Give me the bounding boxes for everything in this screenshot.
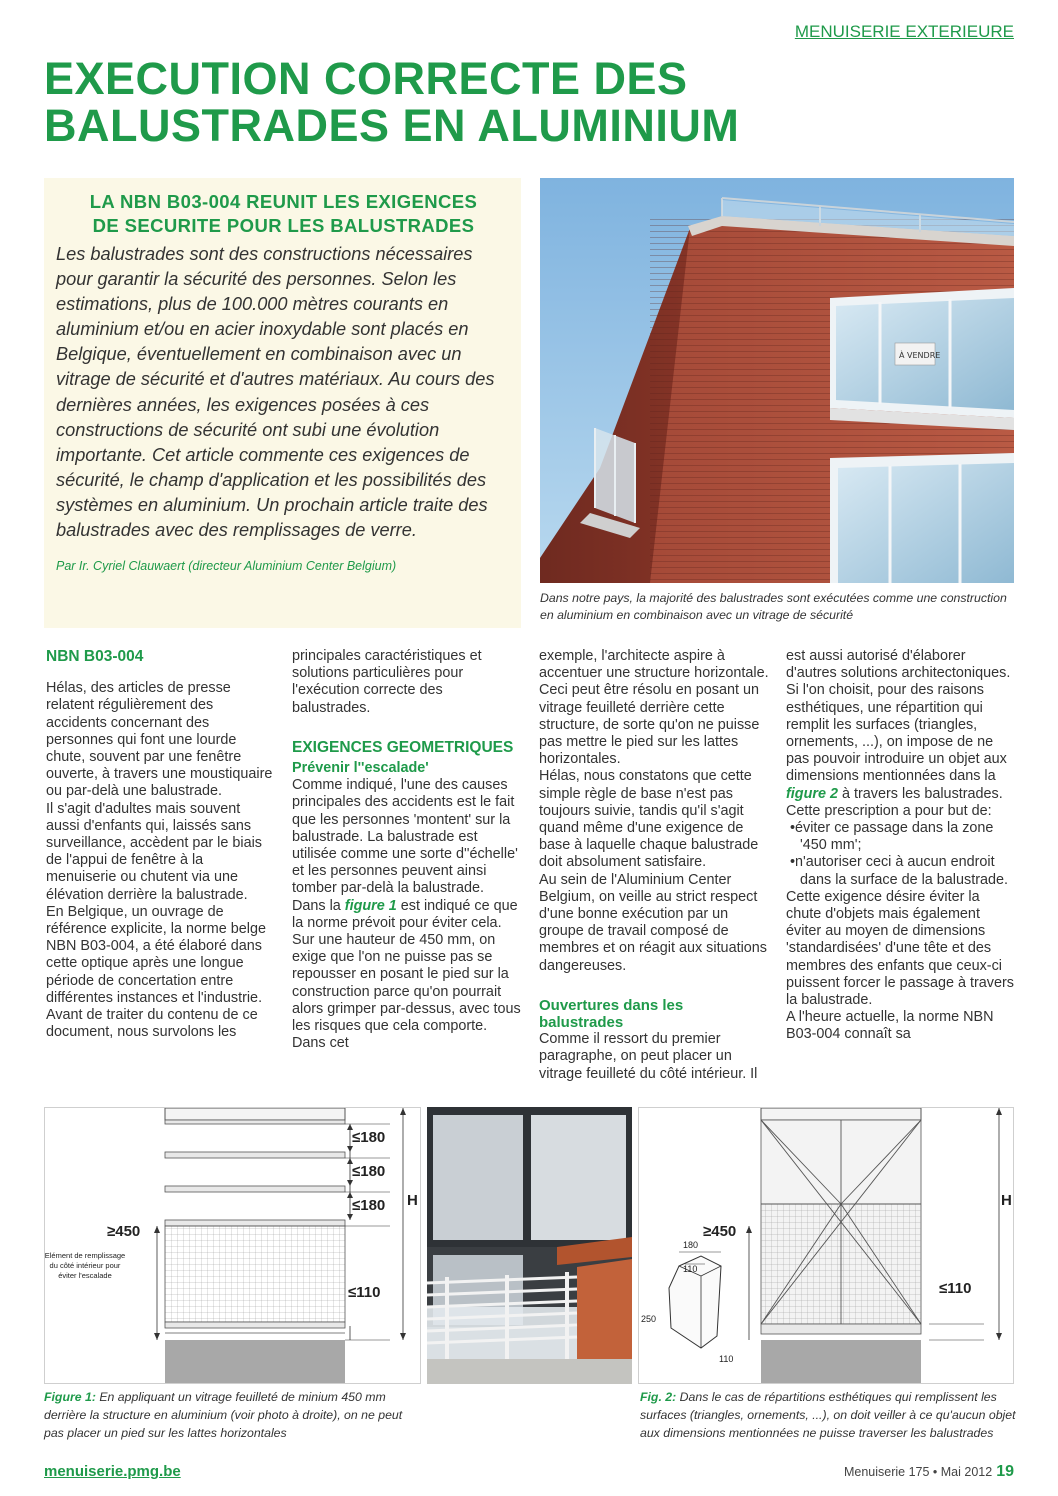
footer-issue <box>844 1463 1014 1481</box>
article-column-1 <box>46 648 276 1041</box>
figure-1-caption-label: Figure 1: <box>44 1390 96 1404</box>
col4-paragraph-4: A l'heure actuelle, la norme NBN B03-004 connaît sa <box>786 1009 994 1043</box>
dim-h: H <box>407 1192 418 1209</box>
sign-text: À VENDRE <box>899 351 941 360</box>
building-photo-illustration <box>540 178 1014 583</box>
fig2-dim-110: ≤110 <box>939 1280 972 1297</box>
col1-paragraph-3: En Belgique, un ouvrage de référence explicite, la norme belge NBN B03-004, a été élaboré dans cette optique après une longue période de concertation entre différentes instances et l'industrie. <box>46 903 266 1006</box>
page-number: 19 <box>996 1463 1014 1480</box>
figure-1-reference: figure 1 <box>344 897 397 914</box>
dim-450: ≥450 <box>107 1223 141 1240</box>
article-column-4 <box>786 648 1016 1044</box>
obj-dim-180: 180 <box>683 1240 699 1250</box>
dim-180-1: ≤180 <box>352 1129 386 1146</box>
article-column-2 <box>292 648 522 1052</box>
intro-box <box>44 178 521 628</box>
col4-paragraph-1b: à travers les balustrades. <box>837 785 1003 802</box>
footer-website-link[interactable]: menuiserie.pmg.be <box>44 1463 181 1480</box>
heading-exigences: EXIGENCES GEOMETRIQUES <box>292 738 514 756</box>
col3-paragraph-1: exemple, l'architecte aspire à accentuer une structure horizontale. Ceci peut être résolu en posant un vitrage feuilleté derrière cette structure, de sorte qu'on ne puisse pas mettre le pied sur les lattes horizontales. <box>539 648 769 768</box>
title-line-2: BALUSTRADES EN ALUMINIUM <box>44 100 740 151</box>
col2-paragraph-3b: est indiqué ce que la norme prévoit pour éviter cela. Sur une hauteur de 450 mm, on exige que l'on ne puisse pas se repousser en posant le pied sur la construction parce qu'on pourrait alors grimper par-dessus, avec tous les risques que cela comporte. Dans cet <box>292 897 521 1052</box>
figure-2-caption-text: Dans le cas de répartitions esthétiques qui remplissent les surfaces (triangles, ornements, ...), on doit veiller à ce qu'aucun objet aux dimensions mentionnées ne puisse traverser les balustrades <box>640 1390 1016 1440</box>
article-column-3 <box>539 648 771 1083</box>
note-line-2: du côté intérieur pour <box>49 1261 121 1270</box>
intro-author: Par Ir. Cyriel Clauwaert (directeur Aluminium Center Belgium) <box>56 559 397 574</box>
note-line-3: éviter l'escalade <box>58 1271 112 1280</box>
col2-paragraph-2: Comme indiqué, l'une des causes principales des accidents est le fait que les personnes 'montent' sur la balustrade. La balustrade est utilisée comme une sorte d''échelle' et les personnes peuvent ainsi tomber par-delà la balustrade. <box>292 777 518 897</box>
col2-paragraph-1: principales caractéristiques et solutions particulières pour l'exécution correcte des balustrades. <box>292 648 482 716</box>
obj-dim-110-top: 110 <box>683 1264 698 1274</box>
section-tag: MENUISERIE EXTERIEURE <box>794 22 1014 41</box>
figure-1-caption <box>44 1388 424 1442</box>
col4-paragraph-1a: est aussi autorisé d'élaborer d'autres solutions architectoniques. Si l'on choisit, pour des raisons esthétiques, une répartition qui remplit les surfaces (triangles, ornements, ...), on impose de ne pas pouvoir introduire un objet aux dimensions mentionnées dans la <box>786 648 1011 785</box>
dim-180-3: ≤180 <box>352 1197 386 1214</box>
fig2-dim-h: H <box>1001 1192 1012 1209</box>
railing-photo <box>427 1107 632 1384</box>
intro-heading-line-2: DE SECURITE POUR LES BALUSTRADES <box>92 215 475 236</box>
intro-heading <box>56 190 511 238</box>
railing-photo-illustration <box>427 1107 632 1384</box>
subheading-escalade: Prévenir l''escalade' <box>292 760 429 777</box>
col4-bullet-2: •n'autoriser ceci à aucun endroit dans la surface de la balustrade. <box>790 854 1008 888</box>
building-photo <box>540 178 1014 583</box>
photo-caption: Dans notre pays, la majorité des balustrades sont exécutées comme une construction en aluminium en combinaison avec un vitrage de sécurité <box>540 591 1007 622</box>
col4-bullet-1: •éviter ce passage dans la zone '450 mm'; <box>790 820 994 854</box>
obj-dim-250: 250 <box>641 1314 657 1324</box>
article-title <box>44 55 1024 149</box>
obj-dim-110-bottom: 110 <box>719 1354 734 1364</box>
col3-paragraph-4: Comme il ressort du premier paragraphe, on peut placer un vitrage feuilleté du côté intérieur. Il <box>539 1031 758 1082</box>
col4-paragraph-3: Cette exigence désire éviter la chute d'objets mais également éviter au moyen de dimensions 'standardisées' d'une tête et des membres des enfants que ceux-ci puissent forcer le passage à travers la balustrade. <box>786 888 1014 1009</box>
dim-180-2: ≤180 <box>352 1163 386 1180</box>
col3-paragraph-3: Au sein de l'Aluminium Center Belgium, on veille au strict respect d'une bonne exécution par un groupe de travail composé de membres et on réagit aux situations dangereuses. <box>539 871 767 974</box>
figure-2-diagram <box>638 1107 1014 1384</box>
subheading-ouvertures: Ouvertures dans les balustrades <box>539 996 684 1032</box>
figure-2-caption <box>640 1388 1016 1442</box>
dim-110: ≤110 <box>348 1284 381 1301</box>
col1-paragraph-2: Il s'agit d'adultes mais souvent aussi d'enfants qui, laissés sans surveillance, accèdent par le biais de l'appui de fenêtre à la menuiserie ou chutent via une élévation derrière la balustrade. <box>46 800 262 903</box>
fig2-dim-450: ≥450 <box>703 1223 737 1240</box>
figure-1-drawing <box>45 1108 420 1383</box>
col1-paragraph-4: Avant de traiter du contenu de ce document, nous survolons les <box>46 1007 258 1041</box>
col4-paragraph-2: Cette prescription a pour but de: <box>786 802 992 819</box>
figure-2-drawing <box>639 1108 1013 1383</box>
note-line-1: Elément de remplissage <box>45 1251 126 1260</box>
col1-paragraph-1: Hélas, des articles de presse relatent régulièrement des accidents concernant des personnes qui font une lourde chute, souvent par une fenêtre ouverte, à travers une moustiquaire ou par-delà une balustrade. <box>46 680 273 800</box>
footer-issue-text: Menuiserie 175 • Mai 2012 <box>843 1465 993 1479</box>
intro-text: Les balustrades sont des constructions nécessaires pour garantir la sécurité des personnes. Selon les estimations, plus de 100.000 mètres courants en aluminium et/ou en acier inoxydable sont placés en Belgique, éventuellement en combinaison avec un vitrage de sécurité et d'autres matériaux. Au cours des dernières années, les exigences posées à ces constructions de sécurité ont subi une évolution importante. Cet article commente ces exigences de sécurité, le champ d'application et les possibilités des systèmes en aluminium. Un prochain article traite des balustrades avec des remplissages de verre. <box>56 244 495 541</box>
col2-paragraph-3 <box>292 898 522 1053</box>
col2-paragraph-3a: Dans la <box>292 897 345 914</box>
figure-1-diagram <box>44 1107 421 1384</box>
intro-heading-line-1: LA NBN B03-004 REUNIT LES EXIGENCES <box>89 191 478 212</box>
col4-paragraph-1 <box>786 648 1016 803</box>
figure-2-reference: figure 2 <box>786 785 838 802</box>
figure-2-caption-label: Fig. 2: <box>640 1390 677 1404</box>
col3-paragraph-2: Hélas, nous constatons que cette simple règle de base n'est pas toujours suivie, tandis qu'il s'agit quand même d'une exigence de base à laquelle chaque balustrade doit absolument satisfaire. <box>539 768 759 871</box>
figure-1-caption-text: En appliquant un vitrage feuilleté de minium 450 mm derrière la structure en aluminium (voir photo à droite), on ne peut pas placer un pied sur les lattes horizontales <box>44 1390 403 1440</box>
title-line-1: EXECUTION CORRECTE DES <box>44 53 688 104</box>
heading-nbn: NBN B03-004 <box>46 648 144 665</box>
